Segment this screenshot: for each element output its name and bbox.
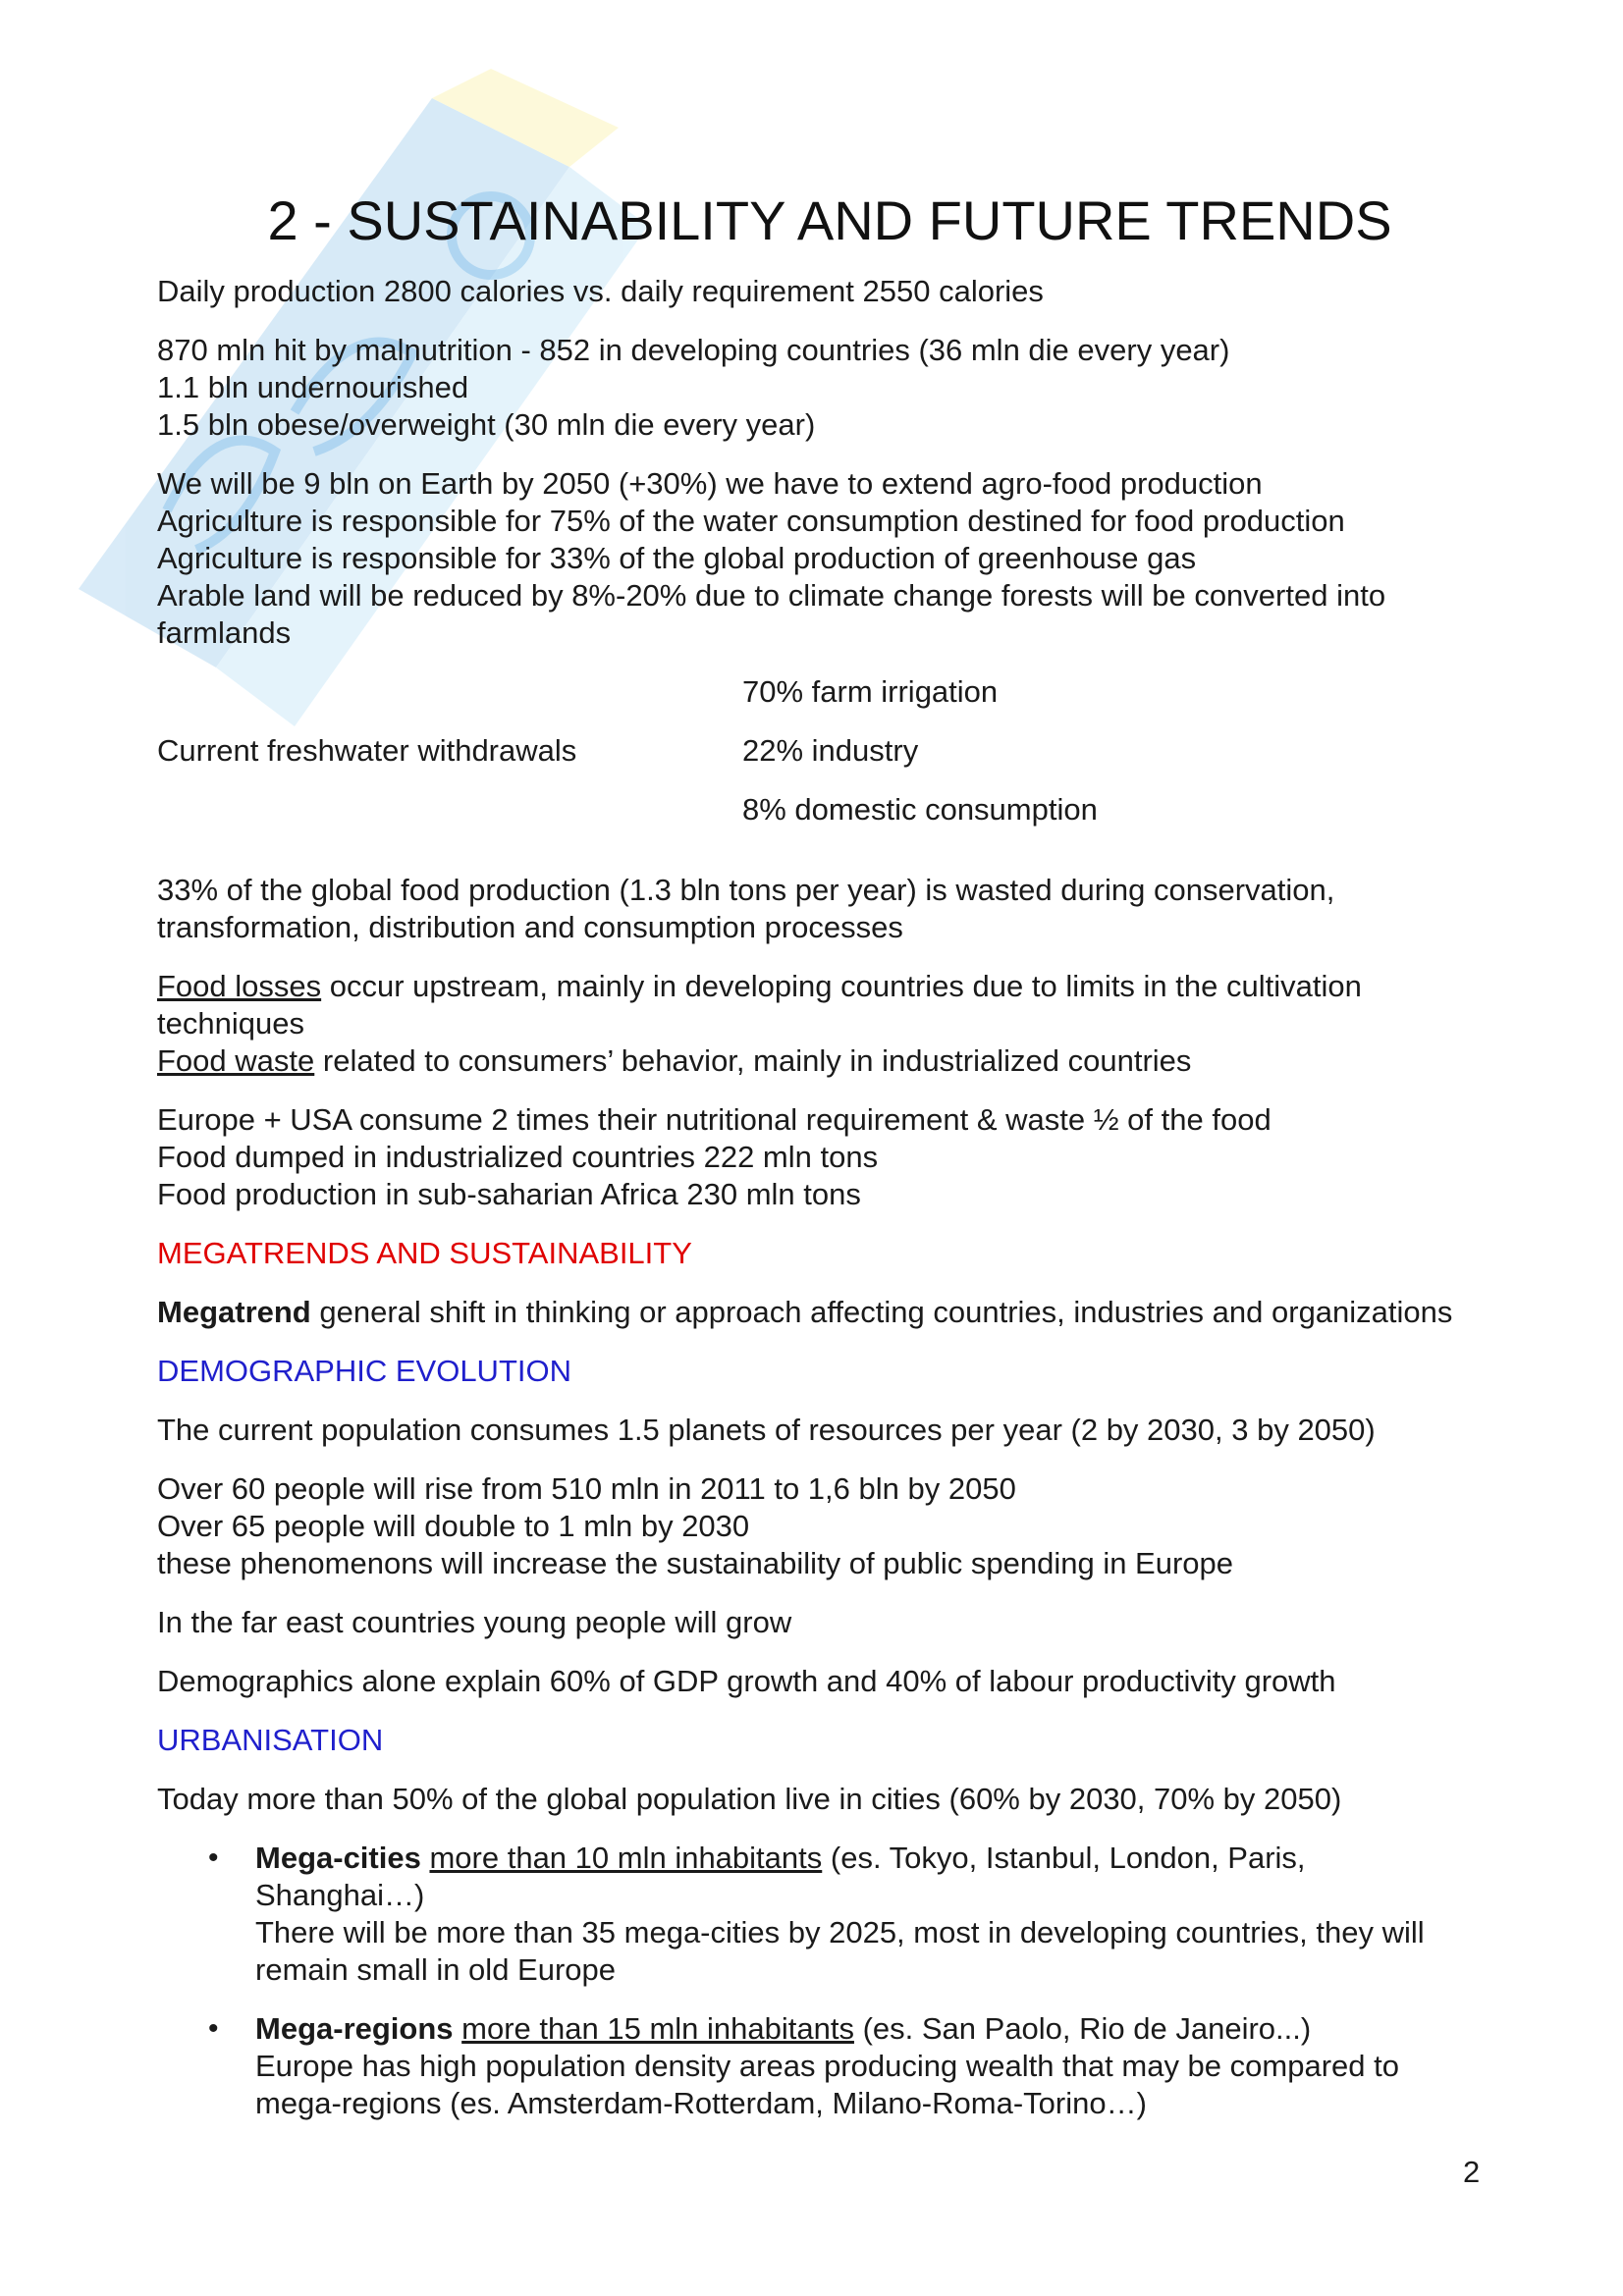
- text-line: Food dumped in industrialized countries 222 mln tons: [157, 1140, 879, 1174]
- paragraph-consumption: [157, 1101, 1492, 1213]
- food-waste-text: related to consumers’ behavior, mainly in industrialized countries: [322, 1043, 1192, 1078]
- mega-regions-threshold: more than 15 mln inhabitants: [461, 2011, 854, 2046]
- paragraph-cities: Today more than 50% of the global population live in cities (60% by 2030, 70% by 2050): [157, 1782, 1342, 1816]
- paragraph-calories: [157, 273, 1492, 310]
- text-line: Shanghai…): [255, 1878, 425, 1912]
- megatrend-definition: general shift in thinking or approach affecting countries, industries and organizations: [319, 1295, 1453, 1329]
- text-line: Europe + USA consume 2 times their nutritional requirement & waste ½ of the food: [157, 1102, 1271, 1137]
- text-line: [157, 1545, 1492, 1582]
- page-number: 2: [1463, 2155, 1481, 2189]
- paragraph-population: [157, 465, 1492, 652]
- food-losses-text: occur upstream, mainly in developing countries due to limits in the cultivation: [329, 969, 1362, 1003]
- calories-text: Daily production 2800 calories vs. daily requirement 2550 calories: [157, 274, 1044, 308]
- text-line: [157, 968, 1492, 1005]
- text-line: [157, 577, 1492, 614]
- mega-cities-examples: (es. Tokyo, Istanbul, London, Paris,: [830, 1841, 1306, 1875]
- text-line: Over 65 people will double to 1 mln by 2030: [157, 1509, 750, 1543]
- paragraph-gdp: Demographics alone explain 60% of GDP growth and 40% of labour productivity growth: [157, 1664, 1336, 1698]
- bullet-icon: •: [208, 2012, 219, 2045]
- ageing-consequence: these phenomenons will increase the sustainability of public spending in Europe: [157, 1546, 1234, 1580]
- mega-cities-term: Mega-cities: [255, 1841, 421, 1875]
- list-item-mega-cities: [157, 1840, 1492, 1989]
- mega-regions-examples: (es. San Paolo, Rio de Janeiro...): [862, 2011, 1312, 2046]
- freshwater-item: 70% farm irrigation: [742, 674, 999, 709]
- mega-regions-term: Mega-regions: [255, 2011, 454, 2046]
- text-line: 870 mln hit by malnutrition - 852 in developing countries (36 mln die every year): [157, 333, 1230, 367]
- text-line: There will be more than 35 mega-cities by 2025, most in developing countries, they will: [255, 1915, 1425, 1949]
- text-line: [157, 1042, 1492, 1080]
- text-line: Agriculture is responsible for 33% of the global production of greenhouse gas: [157, 541, 1197, 575]
- text-line: remain small in old Europe: [255, 1952, 617, 1987]
- text-line: 1.1 bln undernourished: [157, 370, 469, 404]
- food-losses-term: Food losses: [157, 969, 322, 1003]
- text-line: farmlands: [157, 615, 292, 650]
- paragraph-ageing: [157, 1470, 1492, 1582]
- paragraph-far-east: In the far east countries young people will grow: [157, 1605, 792, 1639]
- text-line: Over 60 people will rise from 510 mln in 2011 to 1,6 bln by 2050: [157, 1471, 1016, 1506]
- text-line: 33% of the global food production (1.3 bln tons per year) is wasted during conservation,: [157, 873, 1335, 907]
- text-line: Food production in sub-saharian Africa 230 mln tons: [157, 1177, 861, 1211]
- text-line: mega-regions (es. Amsterdam-Rotterdam, Milano-Roma-Torino…): [255, 2086, 1147, 2120]
- text-line: transformation, distribution and consumption processes: [157, 910, 903, 944]
- paragraph-losses-waste: [157, 968, 1492, 1080]
- mega-cities-threshold: more than 10 mln inhabitants: [429, 1841, 823, 1875]
- paragraph-megatrend-definition: [157, 1294, 1492, 1331]
- text-line: 1.5 bln obese/overweight (30 mln die every year): [157, 407, 816, 442]
- freshwater-label: Current freshwater withdrawals: [157, 733, 577, 768]
- food-waste-term: Food waste: [157, 1043, 315, 1078]
- megatrend-term: Megatrend: [157, 1295, 311, 1329]
- population-consequence: we have to extend agro-food production: [726, 466, 1263, 501]
- heading-megatrends: MEGATRENDS AND SUSTAINABILITY: [157, 1236, 692, 1270]
- heading-demographic-evolution: DEMOGRAPHIC EVOLUTION: [157, 1354, 571, 1388]
- freshwater-item: 8% domestic consumption: [742, 792, 1098, 827]
- text-line: [157, 465, 1492, 503]
- freshwater-withdrawals-block: [157, 673, 1492, 850]
- urbanisation-bullet-list: [157, 1840, 1492, 2122]
- arable-land-consequence: forests will be converted into: [1001, 578, 1386, 613]
- paragraph-food-wasted: [157, 872, 1492, 946]
- page-title: 2 - SUSTAINABILITY AND FUTURE TRENDS: [267, 189, 1392, 251]
- paragraph-planets: The current population consumes 1.5 planets of resources per year (2 by 2030, 3 by 2050): [157, 1413, 1376, 1447]
- population-text: We will be 9 bln on Earth by 2050 (+30%): [157, 466, 718, 501]
- text-line: Agriculture is responsible for 75% of the water consumption destined for food production: [157, 504, 1345, 538]
- text-line: Europe has high population density areas producing wealth that may be compared to: [255, 2049, 1399, 2083]
- document-body: [157, 187, 1492, 2144]
- bullet-icon: •: [208, 1842, 219, 1874]
- text-line: techniques: [157, 1006, 304, 1041]
- text-line: [255, 1840, 1492, 1877]
- text-line: [255, 2010, 1492, 2048]
- freshwater-item: 22% industry: [742, 733, 919, 768]
- paragraph-malnutrition: [157, 332, 1492, 444]
- list-item-mega-regions: [157, 2010, 1492, 2122]
- heading-urbanisation: URBANISATION: [157, 1723, 384, 1757]
- arable-land-text: Arable land will be reduced by 8%-20% due to climate change: [157, 578, 994, 613]
